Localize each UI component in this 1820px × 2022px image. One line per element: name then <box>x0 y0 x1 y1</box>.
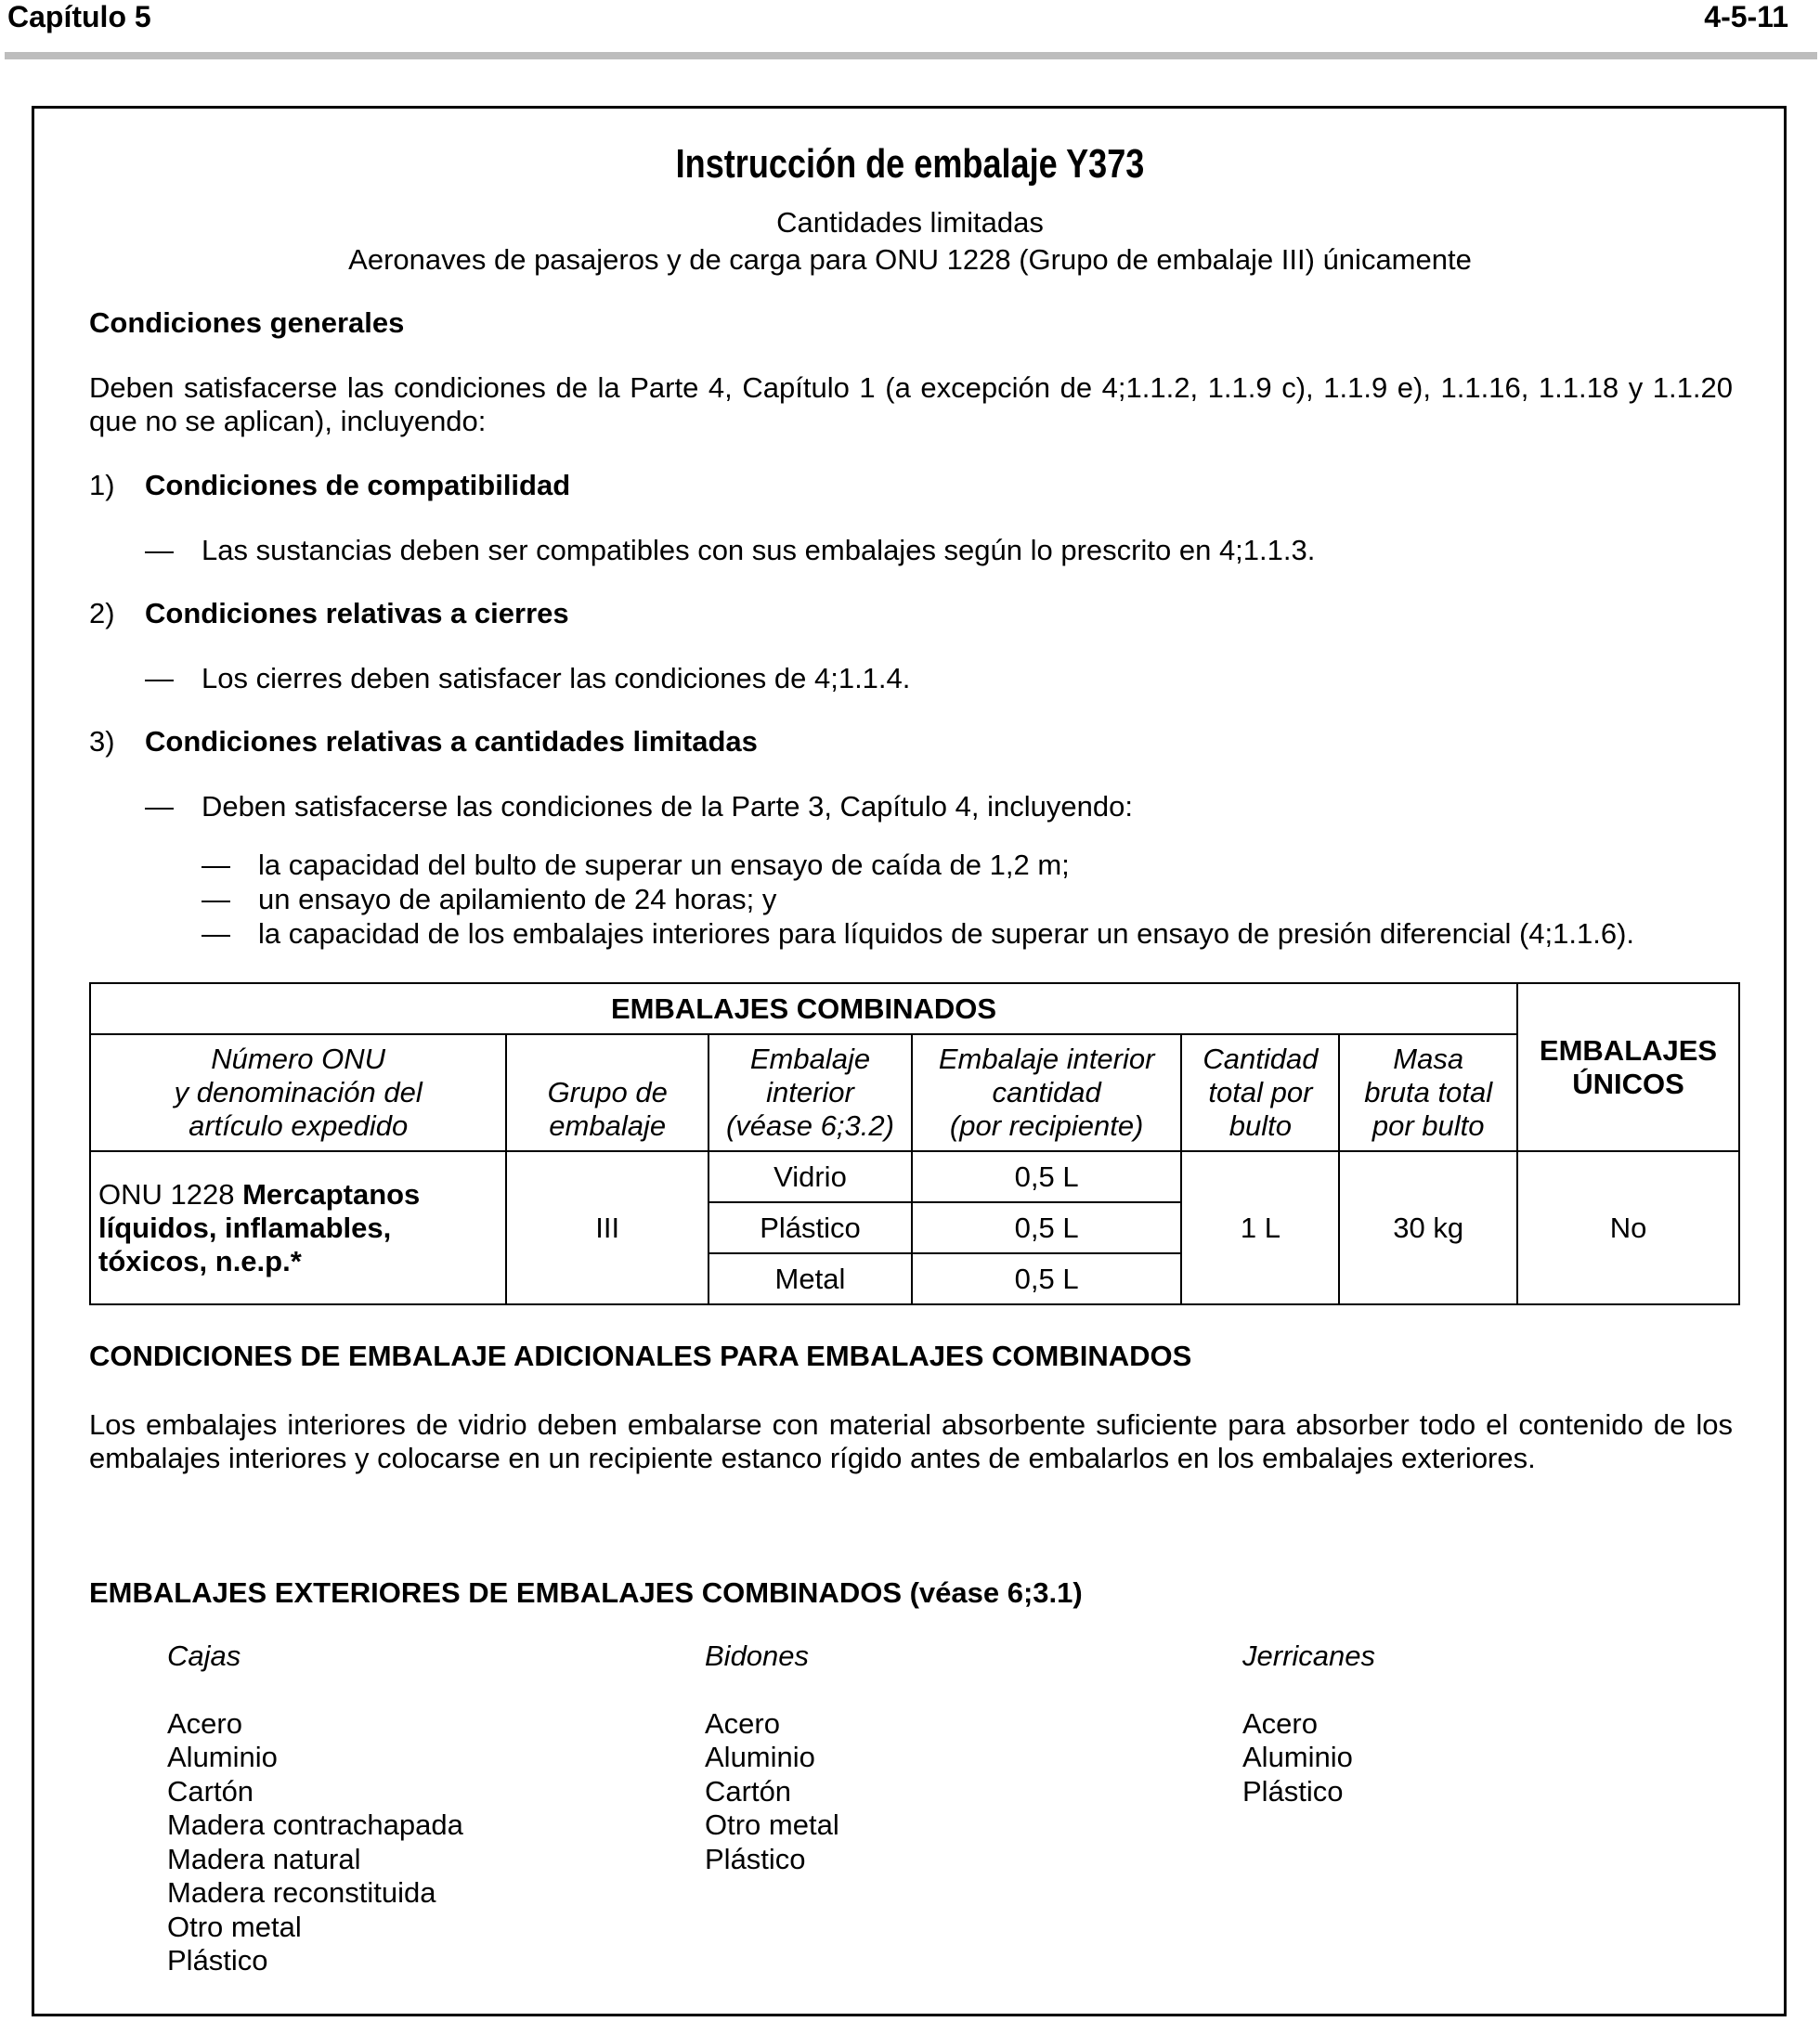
outer-column-title: Cajas <box>167 1640 241 1672</box>
general-text: Deben satisfacerse las condiciones de la Parte 4, Capítulo 1 (a excepción de 4;1.1.2, 1.1.9 c), 1.1.9 e), 1.1.16, 1.1.18 y 1.1.20 que no se aplican), incluyendo: <box>89 371 1733 437</box>
list-item: Acero <box>1242 1706 1318 1740</box>
gross-mass-header <box>1339 1034 1517 1151</box>
dash: — <box>145 790 174 823</box>
list-item: Acero <box>705 1706 780 1740</box>
header-rule <box>5 52 1817 59</box>
inner-packaging-plastic: Plástico <box>708 1202 912 1253</box>
page-number: 4-5-11 <box>1704 0 1788 33</box>
item-3-sub-2: un ensayo de apilamiento de 24 horas; y <box>258 883 777 915</box>
header-line: Masa <box>1393 1043 1464 1075</box>
inner-packaging-metal: Metal <box>708 1253 912 1304</box>
header-line: por bulto <box>1372 1109 1485 1142</box>
item-1-text: Las sustancias deben ser compatibles con sus embalajes según lo prescrito en 4;1.1.3. <box>202 534 1316 566</box>
single-packaging-header <box>1517 983 1739 1151</box>
header-line: bulto <box>1228 1109 1293 1142</box>
inner-packaging-header <box>708 1034 912 1151</box>
item-3-sub-1: la capacidad del bulto de superar un ensayo de caída de 1,2 m; <box>258 849 1070 881</box>
list-item: Plástico <box>705 1842 806 1875</box>
outer-column-jerricans <box>1242 1640 1375 1808</box>
single-header-line: ÚNICOS <box>1572 1067 1684 1100</box>
list-item: Otro metal <box>167 1910 302 1943</box>
additional-conditions-text: Los embalajes interiores de vidrio deben embalarse con material absorbente suficiente para absorber todo el contenido de los embalajes interiores y colocarse en un recipiente estanco rígido antes de embalarlos en los embalajes exteriores. <box>89 1408 1733 1474</box>
chapter-label: Capítulo 5 <box>7 0 151 33</box>
list-item: Cartón <box>167 1774 254 1808</box>
dash: — <box>202 849 230 881</box>
header-line: cantidad <box>992 1076 1101 1108</box>
list-item: Madera natural <box>167 1842 361 1875</box>
item-3-title: Condiciones relativas a cantidades limitadas <box>145 725 758 758</box>
item-1-title: Condiciones de compatibilidad <box>145 469 571 501</box>
list-item: Otro metal <box>705 1808 839 1841</box>
header-line: embalaje <box>549 1109 667 1142</box>
single-header-line: EMBALAJES <box>1539 1033 1718 1067</box>
subtitle-aircraft: Aeronaves de pasajeros y de carga para ONU 1228 (Grupo de embalaje III) únicamente <box>348 243 1472 276</box>
dash: — <box>202 883 230 915</box>
header-line: bruta total <box>1364 1076 1493 1108</box>
outer-column-drums <box>705 1640 839 1876</box>
item-3-sub-3: la capacidad de los embalajes interiores para líquidos de superar un ensayo de presión diferencial (4;1.1.6). <box>258 917 1635 950</box>
inner-packaging-glass: Vidrio <box>708 1151 912 1202</box>
list-item: Madera contrachapada <box>167 1808 463 1841</box>
list-item: Plástico <box>167 1944 268 1977</box>
header-line: y denominación del <box>174 1076 422 1108</box>
packing-group-value: III <box>506 1151 708 1304</box>
dash: — <box>202 917 230 950</box>
single-packaging-value: No <box>1517 1151 1739 1304</box>
un-entry-cell <box>90 1151 506 1304</box>
item-1-number: 1) <box>89 469 115 501</box>
list-item: Aluminio <box>705 1741 815 1773</box>
total-quantity-value: 1 L <box>1181 1151 1339 1304</box>
dash: — <box>145 534 174 566</box>
inner-quantity-glass: 0,5 L <box>912 1151 1182 1202</box>
header-line: Cantidad <box>1202 1043 1319 1075</box>
packaging-table <box>89 982 1740 1305</box>
list-item: Plástico <box>1242 1774 1344 1808</box>
list-item: Madera reconstituida <box>167 1876 436 1909</box>
outer-packagings-heading: EMBALAJES EXTERIORES DE EMBALAJES COMBINADOS (véase 6;3.1) <box>89 1576 1083 1609</box>
total-quantity-header <box>1181 1034 1339 1151</box>
general-heading: Condiciones generales <box>89 306 405 339</box>
inner-quantity-header <box>912 1034 1182 1151</box>
page-title: Instrucción de embalaje Y373 <box>675 141 1145 187</box>
item-2-text: Los cierres deben satisfacer las condiciones de 4;1.1.4. <box>202 662 911 694</box>
un-prefix: ONU 1228 <box>98 1177 243 1211</box>
gross-mass-value: 30 kg <box>1339 1151 1517 1304</box>
item-3-number: 3) <box>89 725 115 758</box>
outer-column-title: Jerricanes <box>1242 1640 1375 1672</box>
page-header <box>7 0 1816 37</box>
list-item: Aluminio <box>167 1741 278 1773</box>
header-line: Número ONU <box>211 1043 386 1075</box>
outer-column-title: Bidones <box>705 1640 810 1672</box>
header-line: Embalaje interior <box>938 1043 1155 1075</box>
list-item: Acero <box>167 1706 242 1740</box>
header-line: interior <box>766 1076 854 1108</box>
item-2-title: Condiciones relativas a cierres <box>145 597 569 629</box>
outer-column-boxes <box>167 1640 463 1978</box>
subtitle-limited-quantities: Cantidades limitadas <box>776 206 1044 239</box>
header-line: total por <box>1208 1076 1313 1108</box>
header-line: Grupo de <box>547 1076 668 1108</box>
combined-packaging-header: EMBALAJES COMBINADOS <box>90 983 1517 1034</box>
header-line: artículo expedido <box>188 1109 409 1142</box>
header-line: Embalaje <box>749 1043 871 1075</box>
list-item: Cartón <box>705 1774 792 1808</box>
header-line: (por recipiente) <box>949 1109 1144 1142</box>
un-proper-name: Mercaptanos líquidos, inflamables, tóxicos, n.e.p.* <box>98 1177 421 1277</box>
inner-quantity-metal: 0,5 L <box>912 1253 1182 1304</box>
dash: — <box>145 662 174 694</box>
additional-conditions-heading: CONDICIONES DE EMBALAJE ADICIONALES PARA EMBALAJES COMBINADOS <box>89 1340 1192 1372</box>
item-2-number: 2) <box>89 597 115 629</box>
item-3-text: Deben satisfacerse las condiciones de la Parte 3, Capítulo 4, incluyendo: <box>202 790 1133 823</box>
list-item: Aluminio <box>1242 1741 1353 1773</box>
header-line: (véase 6;3.2) <box>725 1109 894 1142</box>
packing-group-header <box>506 1034 708 1151</box>
un-number-header <box>90 1034 506 1151</box>
inner-quantity-plastic: 0,5 L <box>912 1202 1182 1253</box>
